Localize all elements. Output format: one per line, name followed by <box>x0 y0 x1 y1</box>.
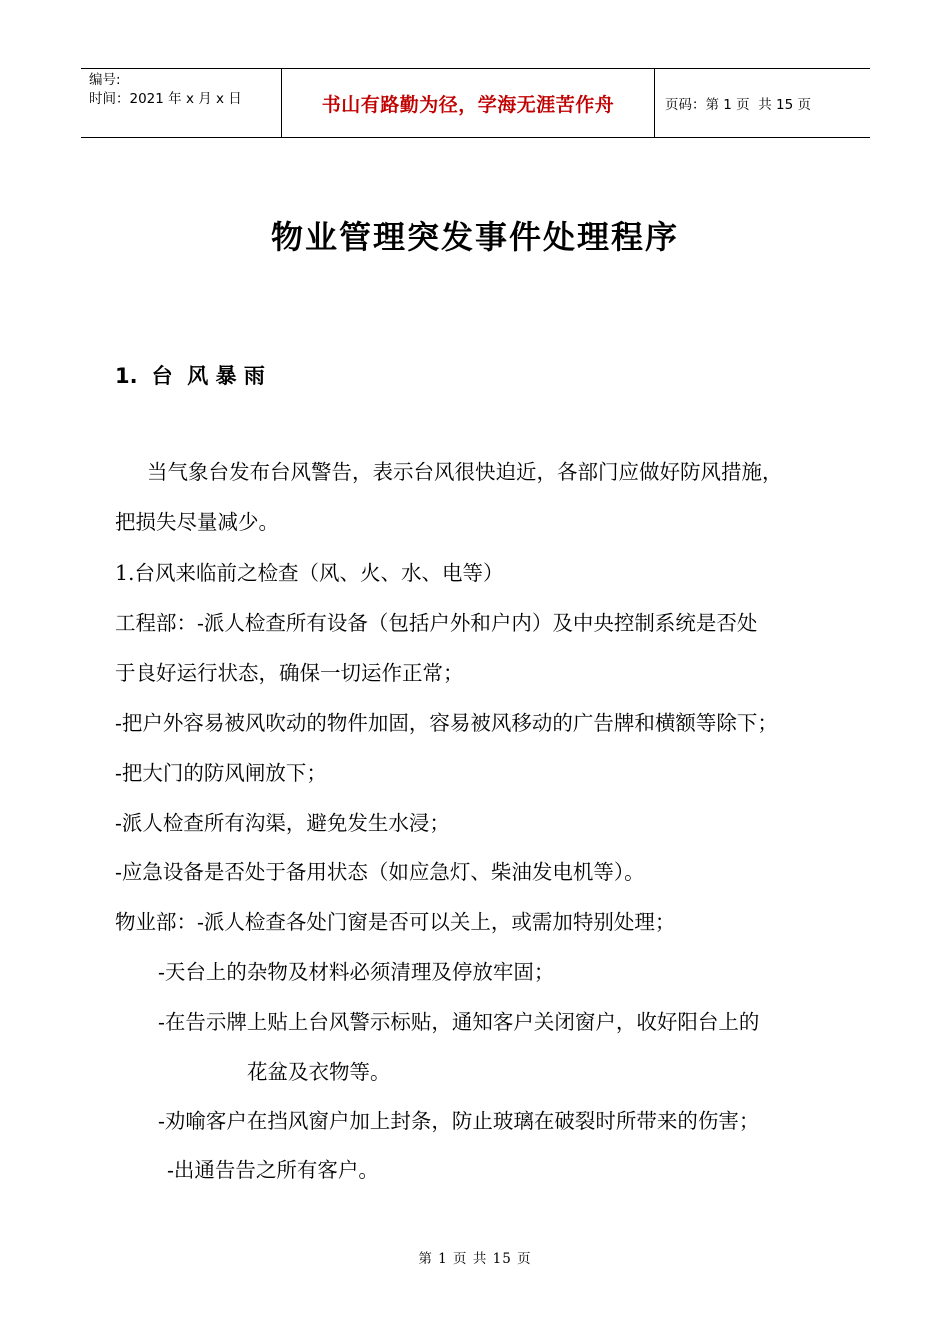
list-item: -派人检查所有沟渠，避免发生水浸； <box>115 811 450 835</box>
page-footer: 第 1 页 共 15 页 <box>418 1251 532 1267</box>
list-item: -把户外容易被风吹动的物件加固，容易被风移动的广告牌和横额等除下； <box>115 711 778 735</box>
list-item: -劝喻客户在挡风窗户加上封条，防止玻璃在破裂时所带来的伤害； <box>158 1109 760 1133</box>
header-meta-cell <box>81 69 282 137</box>
list-item: -把大门的防风闸放下； <box>115 761 327 785</box>
paragraph-line: 物业部：-派人检查各处门窗是否可以关上，或需加特别处理； <box>115 910 676 934</box>
list-item: -天台上的杂物及材料必须清理及停放牢固； <box>158 960 555 984</box>
paragraph-line: 当气象台发布台风警告，表示台风很快迫近，各部门应做好防风措施， <box>147 460 783 484</box>
list-item: -出通告告之所有客户。 <box>167 1158 379 1182</box>
list-item: -在告示牌上贴上台风警示标贴，通知客户关闭窗户，收好阳台上的 <box>158 1010 760 1034</box>
list-item: 1.台风来临前之检查（风、火、水、电等） <box>115 561 504 585</box>
paragraph-line: 把损失尽量减少。 <box>115 510 279 534</box>
paragraph-line: 于良好运行状态，确保一切运作正常； <box>115 661 464 685</box>
section-title: 台 风 暴 雨 <box>151 364 265 388</box>
header-page-cell <box>655 69 870 137</box>
paragraph-line: 工程部：-派人检查所有设备（包括户外和户内）及中央控制系统是否处 <box>115 611 758 635</box>
paragraph-line: 花盆及衣物等。 <box>247 1060 391 1084</box>
header-motto: 书山有路勤为径，学海无涯苦作舟 <box>282 69 655 137</box>
list-item: -应急设备是否处于备用状态（如应急灯、柴油发电机等）。 <box>115 860 645 884</box>
page-title: 物业管理突发事件处理程序 <box>270 218 679 256</box>
section-number: 1. <box>115 364 138 388</box>
document-number-label: 编号: <box>89 72 121 88</box>
document-header <box>81 68 870 138</box>
section-heading <box>115 360 279 390</box>
header-page-info: 页码：第 1 页 共 15 页 <box>665 97 812 113</box>
document-date: 时间：2021 年 x 月 x 日 <box>89 91 242 107</box>
